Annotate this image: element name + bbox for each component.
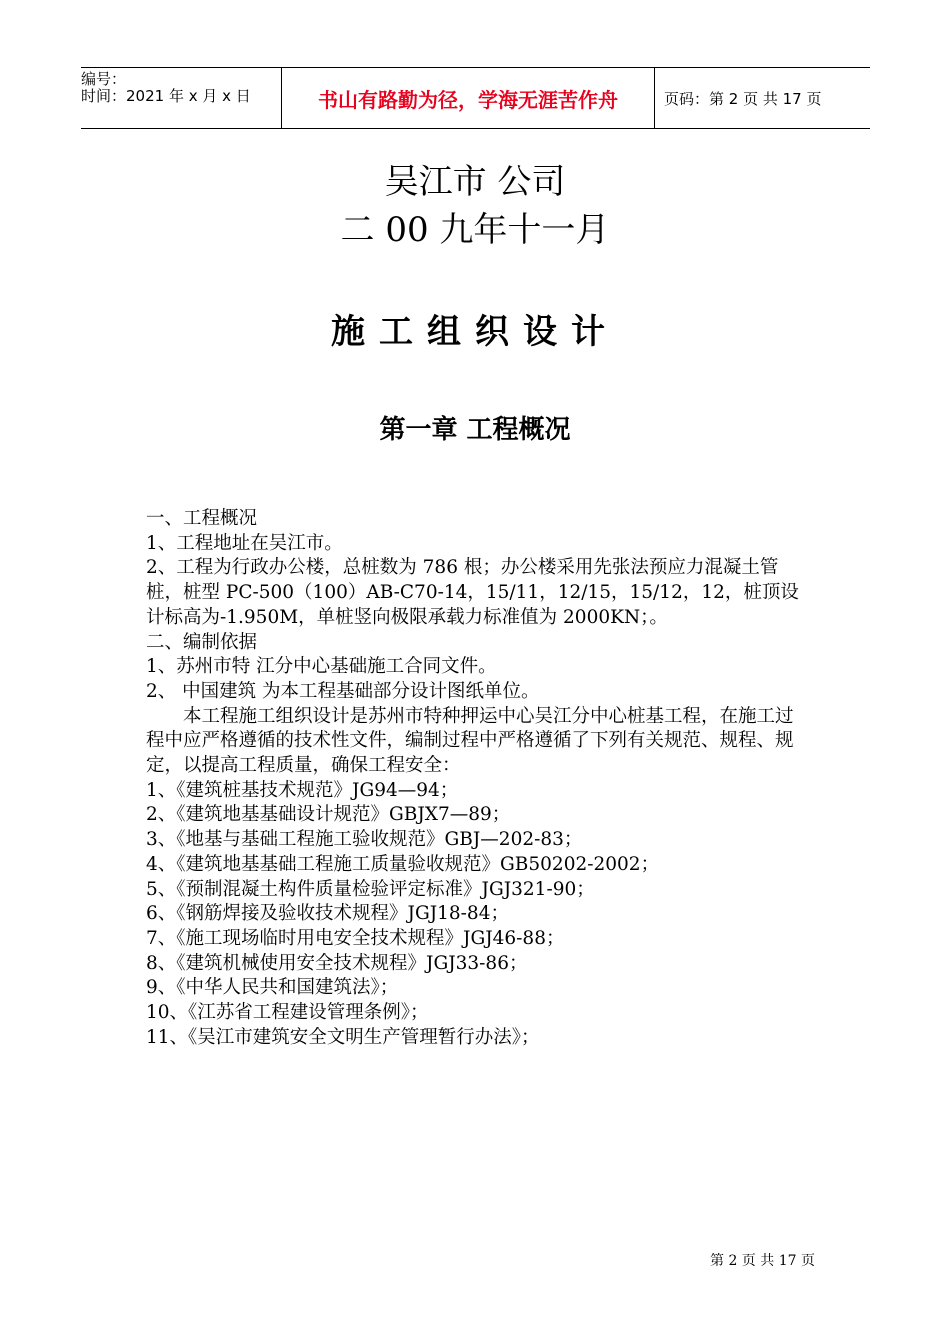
paragraph: 2、 中国建筑 为本工程基础部分设计图纸单位。 xyxy=(146,680,540,702)
paragraph: 1、苏州市特 江分中心基础施工合同文件。 xyxy=(146,656,497,678)
page-header xyxy=(81,67,870,129)
list-item: 3、《地基与基础工程施工验收规范》GBJ—202-83； xyxy=(146,829,583,851)
body-text xyxy=(146,507,811,1050)
list-item: 6、《钢筋焊接及验收技术规程》JGJ18-84； xyxy=(146,903,509,925)
paragraph: 本工程施工组织设计是苏州市特种押运中心吴江分中心桩基工程，在施工过程中应严格遵循的技术性文件，编制过程中严格遵循了下列有关规范、规程、规定，以提高工程质量，确保工程安全： xyxy=(146,705,794,777)
list-item: 11、《吴江市建筑安全文明生产管理暂行办法》； xyxy=(146,1026,540,1048)
page-footer: 第 2 页 共 17 页 xyxy=(710,1253,815,1269)
header-meta xyxy=(81,68,282,128)
list-item: 5、《预制混凝土构件质量检验评定标准》JGJ321-90； xyxy=(146,878,595,900)
list-item: 4、《建筑地基基础工程施工质量验收规范》GB50202-2002； xyxy=(146,853,660,875)
paragraph: 1、工程地址在吴江市。 xyxy=(146,532,343,554)
list-item: 7、《施工现场临时用电安全技术规程》JGJ46-88； xyxy=(146,927,565,949)
section-heading: 一、工程概况 xyxy=(146,508,258,529)
list-item: 8、《建筑机械使用安全技术规程》JGJ33-86； xyxy=(146,952,528,974)
company-name: 吴江市 公司 xyxy=(384,162,566,202)
document-title: 施工组织设计 xyxy=(331,312,619,352)
header-page-info: 页码：第 2 页 共 17 页 xyxy=(664,89,822,108)
document-date: 二 00 九年十一月 xyxy=(340,210,610,250)
serial-label: 编号： xyxy=(81,70,127,88)
list-item: 1、《建筑桩基技术规范》JG94—94； xyxy=(146,779,459,801)
header-motto: 书山有路勤为径，学海无涯苦作舟 xyxy=(282,68,655,128)
paragraph: 2、工程为行政办公楼，总桩数为 786 根；办公楼采用先张法预应力混凝土管桩，桩型 PC-500（100）AB-C70-14，15/11，12/15，15/12，12，桩顶设计标高为-1.950M，单桩竖向极限承载力标准值为 2000KN；。 xyxy=(146,557,799,628)
chapter-title: 第一章 工程概况 xyxy=(379,415,571,445)
list-item: 9、《中华人民共和国建筑法》； xyxy=(146,977,399,999)
time-line: 时间：2021 年 x 月 x 日 xyxy=(81,87,251,105)
list-item: 10、《江苏省工程建设管理条例》； xyxy=(146,1002,429,1024)
list-item: 2、《建筑地基基础设计规范》GBJX7—89； xyxy=(146,804,511,826)
section-heading: 二、编制依据 xyxy=(146,631,258,653)
